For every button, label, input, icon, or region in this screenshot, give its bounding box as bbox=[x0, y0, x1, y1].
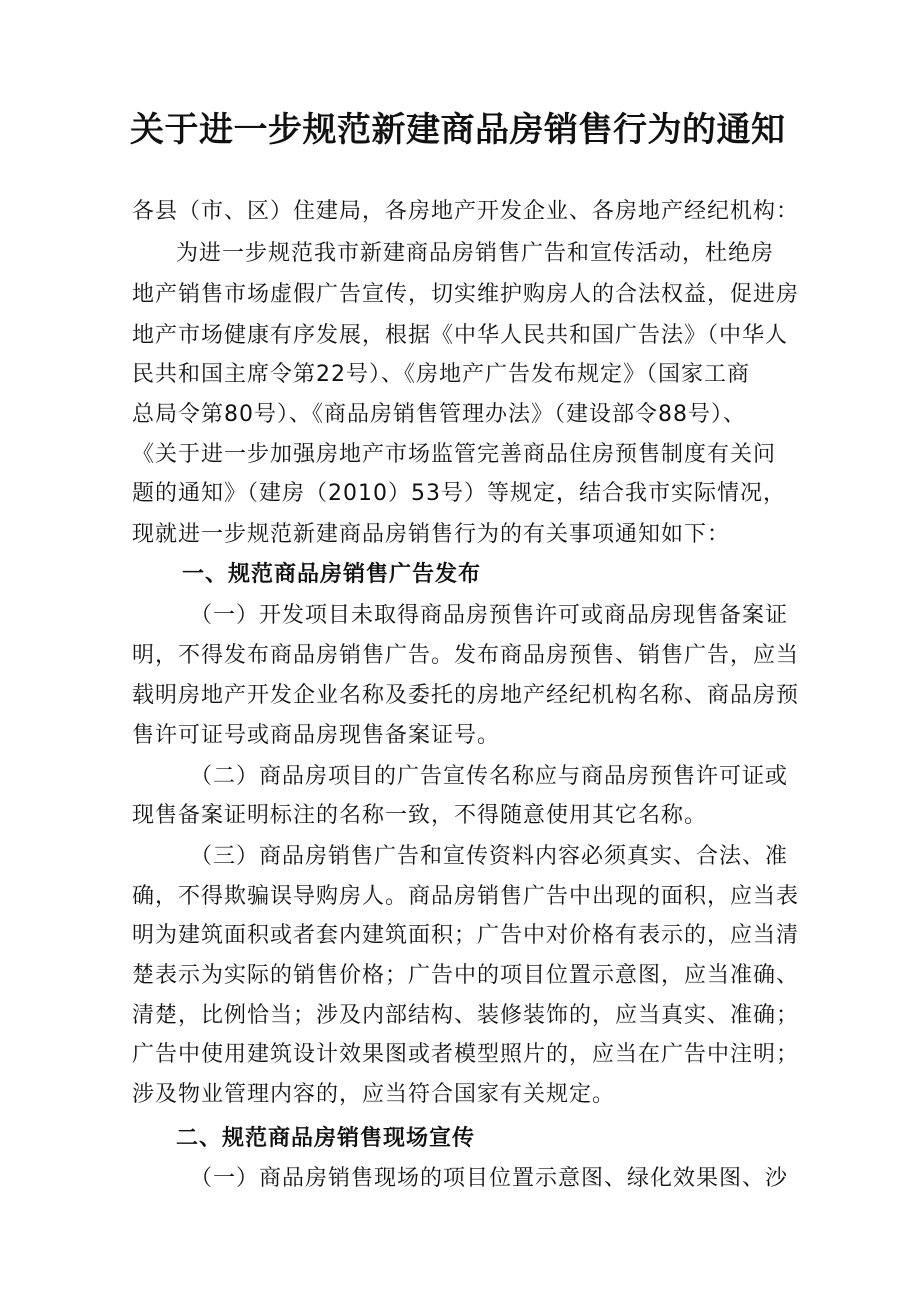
body-line: （三）商品房销售广告和宣传资料内容必须真实、合法、准 bbox=[190, 844, 789, 869]
body-line: 广告中使用建筑设计效果图或者模型照片的，应当在广告中注明； bbox=[132, 1042, 800, 1067]
addressee-line: 各县（市、区）住建局，各房地产开发企业、各房地产经纪机构： bbox=[132, 199, 800, 224]
body-line: 民共和国主席令第22号）、《房地产广告发布规定》（国家工商 bbox=[132, 362, 750, 387]
section-heading-2: 二、规范商品房销售现场宣传 bbox=[176, 1126, 476, 1151]
section-heading-1: 一、规范商品房销售广告发布 bbox=[182, 562, 482, 587]
body-line: 题的通知》（建房（2010）53号）等规定，结合我市实际情况， bbox=[132, 481, 786, 506]
body-line: 确，不得欺骗误导购房人。商品房销售广告中出现的面积，应当表 bbox=[132, 884, 800, 909]
body-line: 涉及物业管理内容的，应当符合国家有关规定。 bbox=[132, 1082, 616, 1107]
body-line: （二）商品房项目的广告宣传名称应与商品房预售许可证或 bbox=[190, 764, 789, 789]
body-line: 明，不得发布商品房销售广告。发布商品房预售、销售广告，应当 bbox=[132, 643, 800, 668]
body-line: 明为建筑面积或者套内建筑面积；广告中对价格有表示的，应当清 bbox=[132, 923, 800, 948]
body-line: （一）开发项目未取得商品房预售许可或商品房现售备案证 bbox=[190, 603, 789, 628]
body-line: 现就进一步规范新建商品房销售行为的有关事项通知如下： bbox=[132, 522, 731, 547]
body-line: 售许可证号或商品房现售备案证号。 bbox=[132, 723, 501, 748]
body-line: 清楚，比例恰当；涉及内部结构、装修装饰的，应当真实、准确； bbox=[132, 1003, 800, 1028]
body-line: 地产销售市场虚假广告宣传，切实维护购房人的合法权益，促进房 bbox=[132, 282, 800, 307]
body-line: 为进一步规范我市新建商品房销售广告和宣传活动，杜绝房 bbox=[176, 241, 775, 266]
body-line: 《关于进一步加强房地产市场监管完善商品住房预售制度有关问 bbox=[132, 442, 777, 467]
body-line: 总局令第80号）、《商品房销售管理办法》（建设部令88号）、 bbox=[132, 402, 746, 427]
body-line: 楚表示为实际的销售价格；广告中的项目位置示意图，应当准确、 bbox=[132, 963, 800, 988]
body-line: （一）商品房销售现场的项目位置示意图、绿化效果图、沙 bbox=[190, 1166, 789, 1191]
body-line: 地产市场健康有序发展，根据《中华人民共和国广告法》（中华人 bbox=[132, 323, 789, 348]
body-line: 现售备案证明标注的名称一致，不得随意使用其它名称。 bbox=[132, 803, 708, 828]
document-title: 关于进一步规范新建商品房销售行为的通知 bbox=[130, 110, 786, 150]
body-line: 载明房地产开发企业名称及委托的房地产经纪机构名称、商品房预 bbox=[132, 683, 800, 708]
